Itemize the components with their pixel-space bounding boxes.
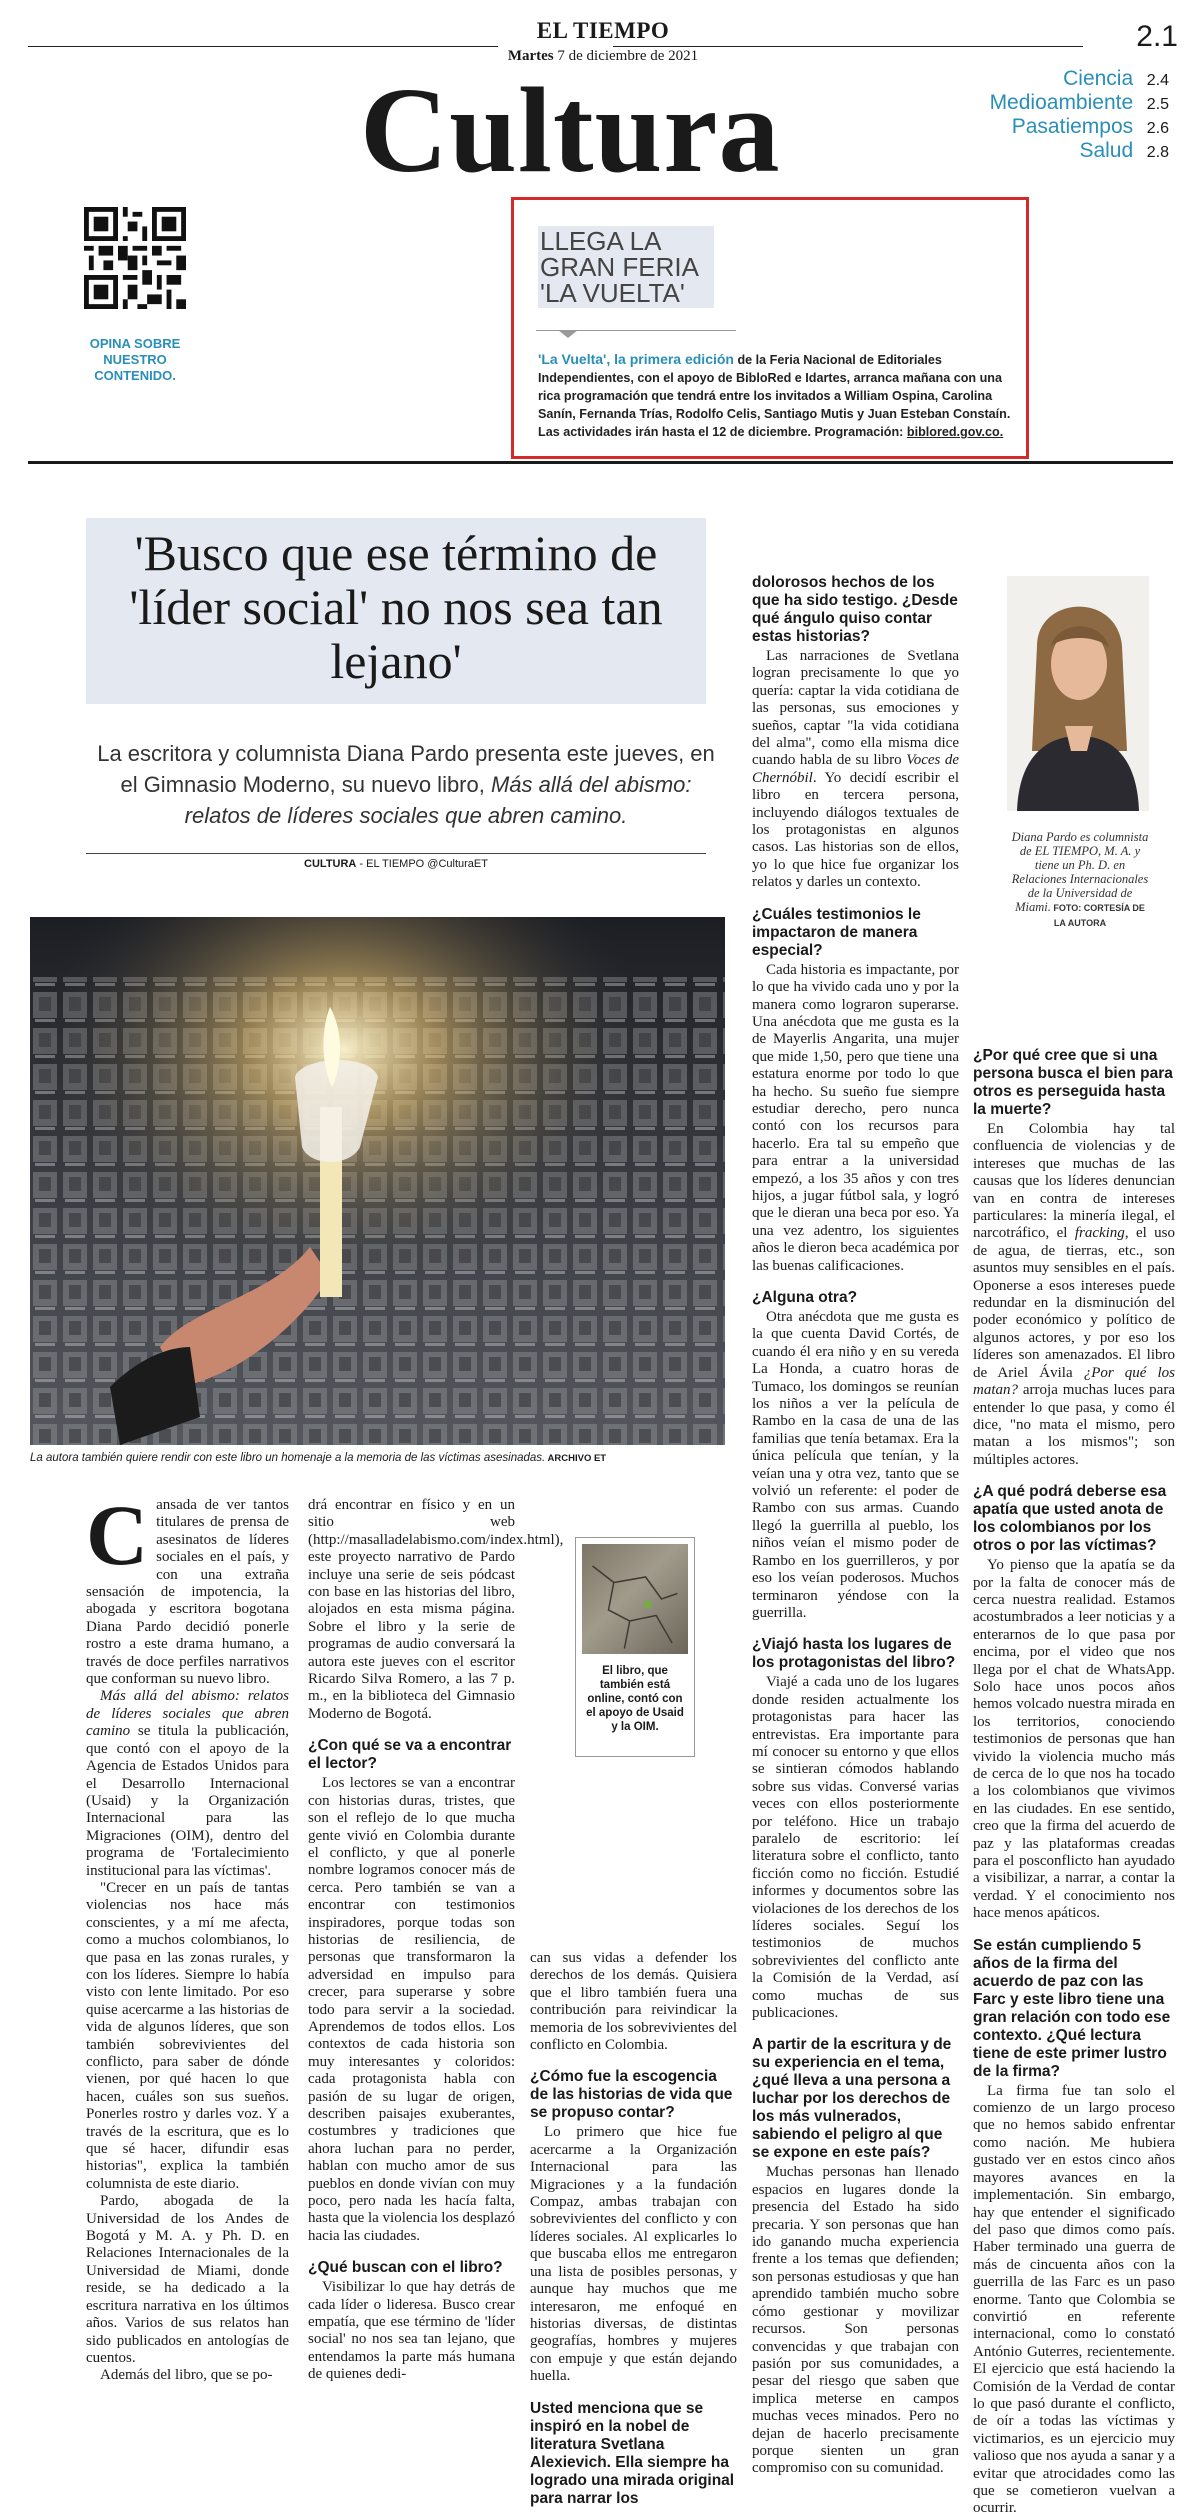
question-heading: Se están cumpliendo 5 años de la firma del acuerdo de paz con las Farc y este libro tiene una gran relación con todo ese contexto. ¿Qué lectura tiene de este primer lustro de la firma? — [973, 1936, 1171, 2080]
question-heading: Usted menciona que se inspiró en la nobel de literatura Svetlana Alexievich. Ella siempre ha logrado una mirada original para narrar los — [530, 2399, 735, 2507]
question-heading: ¿Cuáles testimonios le impactaron de manera especial? — [752, 905, 921, 959]
promo-box — [511, 197, 1029, 459]
drop-cap: C — [86, 1487, 149, 1583]
section-divider — [28, 461, 1173, 464]
qr-label: OPINA SOBRE NUESTRO CONTENIDO. — [89, 336, 181, 383]
masthead-rule-left — [28, 46, 498, 47]
article-byline: CULTURA - EL TIEMPO @CulturaET — [304, 858, 488, 870]
question-heading: ¿Con qué se va a encontrar el lector? — [308, 1737, 512, 1773]
candle-memorial-photo — [30, 917, 725, 1445]
masthead-rule-right — [613, 46, 1083, 47]
question-heading: ¿Por qué cree que si una persona busca el bien para otros es perseguida hasta la muerte? — [973, 1047, 1173, 1118]
article-column-5: ¿Por qué cree que si una persona busca el bien para otros es perseguida hasta la muerte? En Colombia hay tal confluencia de violencias y de intereses que muchas de las causas que los líderes denuncian van en contra de intereses particulares: la minería ilegal, el narcotráfico, el fracking, el uso de agua, de tierras, etc., son asuntos muy sensibles en el país. Oponerse a esos intereses puede redundar en la disminución del poder económico y político de algunos actores, y por eso los líderes son amenazados. El libro de Ariel Ávila ¿Por qué los matan? arroja muchas luces para entender lo que pasa, y como él dice, "no mata el mismo, pero matan a los mismos"; son múltiples actores. ¿A qué podrá deberse esa apatía que usted anota de los colombianos por los otros o por las víctimas? Yo pienso que la apatía se da por la falta de conocer más de cerca nuestra realidad. Estamos acostumbrados a leer noticias y a enterarnos de lo que pasa por encima, por el video que nos llega por el chat de WhatsApp. Solo hace unos pocos años hemos volcado nuestra mirada en los territorios, conociendo testimonios de personas que han vivido la violencia mucho más de cerca de lo que nos ha tocado a los colombianos que vivimos en las ciudades. En ese sentido, creo que la firma del acuerdo de paz y las plataformas creadas para el posconflicto han ayudado a visibilizar, a narrar, a contar la verdad. Y el conocimiento nos hace menos apáticos. Se están cumpliendo 5 años de la firma del acuerdo de paz con las Farc y este libro tiene una gran relación con todo ese contexto. ¿Qué lectura tiene de este primer lustro de la firma? La firma fue tan solo el comienzo de un largo proceso que no hemos sabido enfrentar como nación. Me hubiera gustado ver en estos cinco años mayores avances en la implementación. Sin embargo, hay que entender el significado del paso que dimos como país. Haber terminado una guerra de más de cincuenta años con la guerrilla de las Farc es un paso enorme. Tanto que Colombia se convirtió en referente internacional, como lo constató António Guterres, recientemente. El ejercicio que está haciendo la Comisión de la Verdad de contar lo que pasó durante el conflicto, de oír a todas las víctimas y victimarios, es un ejercicio muy valioso que nos ayuda a sanar y a evitar que atrocidades como las que se cometieron vuelvan a ocurrir. — [973, 1047, 1175, 2517]
newspaper-name: EL TIEMPO — [536, 18, 670, 43]
byline-rule — [86, 853, 706, 854]
question-heading: ¿Alguna otra? — [752, 1289, 858, 1306]
section-index — [990, 68, 1169, 164]
article-column-4: dolorosos hechos de los que ha sido testigo. ¿Desde qué ángulo quiso contar estas historias? Las narraciones de Svetlana logran precisamente lo que yo quería: captar la vida cotidiana de las personas, sus emociones y sueños, captar "la vida cotidiana del alma", como ella misma dice cuando habla de su libro Voces de Chernóbil. Yo decidí escribir el libro en tercera persona, incluyendo diálogos textuales de los protagonistas en algunos casos. Las historias son de ellos, yo lo que hice fue organizar los relatos y darles un contexto. ¿Cuáles testimonios le impactaron de manera especial? Cada historia es impactante, por lo que ha vivido cada uno y por la manera como lograron superarse. Una anécdota que me gusta es la de Mayerlis Angarita, una mujer que mide 1,50, pero que tiene una estatura enorme por todo lo que ha hecho. Su sueño fue siempre estudiar derecho, pero nunca contó con los recursos para hacerlo. Era tal su empeño que para entrar a la universidad empezó, a los 35 años y con tres hijos, a jugar fútbol sala, y logró que le dieran una beca por eso. Ya una vez adentro, los siguientes años le dieron beca académica por las buenas calificaciones. ¿Alguna otra? Otra anécdota que me gusta es la que cuenta David Cortés, de cuando él era niño y en su vereda La Honda, a cuatro horas de Tumaco, los domingos se reunían los niños a ver la película de Rambo en la casa de una de las familias que tenía betamax. Era la única película que tenían, y la veían una y otra vez, tanto que se volvió un referente: el poder de Rambo con sus armas. Cuando llegó la guerrilla al pueblo, los niños veían el mismo poder de Rambo en los guerrilleros, y por eso los veían poderosos. Muchos terminaron yéndose con la guerrilla. ¿Viajó hasta los lugares de los protagonistas del libro? Viajé a cada uno de los lugares donde residen actualmente los protagonistas para hacer las entrevistas. Era importante para mí conocer su entorno y que ellos se sintieran cómodos hablando sobre sus vidas. Conversé varias veces con ellos posteriormente por teléfono. Hice un trabajo paralelo de escritorio: leí literatura sobre el conflicto, tanto ficción como no ficción. Estudié informes y documentos sobre las violaciones de los derechos de los líderes sociales. Seguí los testimonios de muchos sobrevivientes del conflicto ante la Comisión de la Verdad, así como muchas de sus publicaciones. A partir de la escritura y de su experiencia en el tema, ¿qué lleva a una persona a luchar por los derechos de los más vulnerados, sabiendo el peligro al que se expone en este país? Muchas personas han llenado espacios en lugares donde la presencia del Estado ha sido precaria. Y son personas que han ido ganando mucha experiencia frente a los temas que defienden; son personas estudiosas y que han aprendido también mucho sobre cómo gestionar y movilizar recursos. Son personas convencidas y que trabajan con pasión por sus comunidades, a pesar del riesgo que saben que implica meterse en campos muchas veces minados. Pero no dejan de hacerlo precisamente porque sienten un gran compromiso con su comunidad. — [752, 574, 960, 2477]
author-portrait — [1007, 576, 1149, 811]
question-heading: ¿Viajó hasta los lugares de los protagonistas del libro? — [752, 1636, 956, 1672]
article-headline: 'Busco que ese término de 'líder social' no nos sea tan lejano' — [86, 518, 706, 704]
pointer-icon — [558, 330, 578, 338]
article-column-2: drá encontrar en físico y en un sitio web (http://masalladelabismo.com/index.html), este proyecto narrativo de Pardo incluye una serie de seis pódcast con base en las historias del libro, alojados en esta misma página. Sobre el libro y la serie de programas de audio conversará la autora este jueves con el escritor Ricardo Silva Romero, a las 7 p. m., en la biblioteca del Gimnasio Moderno de Bogotá. ¿Con qué se va a encontrar el lector? Los lectores se van a encontrar con historias duras, tristes, que son el reflejo de lo que mucha gente vivió en Colombia durante el conflicto, y que al ponerle nombre logramos conocer más de cerca. Pero también se van a encontrar con testimonios inspiradores, porque todas son historias de resiliencia, de personas que transformaron la adversidad en impulso para crecer, para superarse y sobre todo para servir a la sociedad. Aprendemos de todos ellos. Los contextos de cada historia son muy interesantes y coloridos: cada protagonista habla con pasión de su lugar de origen, describen paisajes exuberantes, costumbres y tradiciones que ahora luchan para no perder, hablan con mucho amor de sus pueblos en donde vivían con muy poco, pero nada les hacía falta, hasta que la violencia los desplazó hacia las ciudades. ¿Qué buscan con el libro? Visibilizar lo que hay detrás de cada líder o lideresa. Busco crear empatía, que ese término de 'líder social' no nos sea tan lejano, que entendamos la parte más humana de quienes dedi- — [308, 1497, 564, 2383]
section-title: Cultura — [360, 63, 781, 198]
book-cover-image — [582, 1544, 688, 1654]
portrait-caption: Diana Pardo es columnista de EL TIEMPO, M. A. y tiene un Ph. D. en Relaciones Internacionales de la Universidad de Miami. FOTO: CORTESÍA DE LA AUTORA — [1011, 830, 1149, 928]
article-dek: La escritora y columnista Diana Pardo presenta este jueves, en el Gimnasio Moderno, su nuevo libro, Más allá del abismo: relatos de líderes sociales que abren camino. — [97, 741, 715, 828]
photo-caption: La autora también quiere rendir con este libro un homenaje a la memoria de las víctimas asesinadas. ARCHIVO ET — [30, 1452, 607, 1464]
question-heading: ¿Cómo fue la escogencia de las historias de vida que se propuso contar? — [530, 2068, 733, 2122]
issue-date: Martes 7 de diciembre de 2021 — [507, 48, 699, 64]
promo-body: 'La Vuelta', la primera edición de la Feria Nacional de Editoriales Independientes, con el apoyo de BibloRed e Idartes, arranca mañana con una rica programación que tendrá entre los invitados a William Ospina, Carolina Sanín, Fernanda Trías, Rodolfo Celis, Santiago Mutis y Juan Esteban Constaín. Las actividades irán hasta el 12 de diciembre. Programación: biblored.gov.co. — [538, 351, 1011, 439]
promo-headline: LLEGA LA GRAN FERIA 'LA VUELTA' — [538, 226, 714, 308]
promo-link[interactable]: biblored.gov.co. — [906, 425, 1004, 439]
article-column-1: Cansada de ver tantos titulares de prensa de asesinatos de líderes sociales en el país, y con una extraña sensación de impotencia, la abogada y escritora bogotana Diana Pardo decidió ponerle rostro a este drama humano, a través de doce perfiles narrativos que conforman su nuevo libro. Más allá del abismo: relatos de líderes sociales que abren camino se titula la publicación, que contó con el apoyo de la Agencia de Estados Unidos para el Desarrollo Internacional (Usaid) y la Organización Internacional para las Migraciones (OIM), dentro del programa de 'Fortalecimiento institucional para las víctimas'. "Crecer en un país de tantas violencias nos hace más conscientes, y a mí me afecta, como a muchos colombianos, lo que pasa en las zonas rurales, y con los líderes. Siempre lo había visto con lente limitado. Por eso quise acercarme a las historias de vida de algunos líderes, que son también sobrevivientes del conflicto, para saber de dónde vienen, por qué hacen lo que hacen, cuáles son sus sueños. Ponerles rostro y darles voz. Y a través de la escritura, que es lo que sé hacer, difundir esas historias", explica la también columnista de este diario. Pardo, abogada de la Universidad de los Andes de Bogotá y M. A. y Ph. D. en Relaciones Internacionales de la Universidad de Miami, donde reside, se ha dedicado a la escritura narrativa en los últimos años. Varios de sus relatos han sido publicados en antologías de cuentos. Además del libro, que se po- — [86, 1487, 289, 2384]
book-caption: El libro, que también está online, contó con el apoyo de Usaid y la OIM. — [586, 1665, 684, 1733]
page-number: 2.1 — [1136, 20, 1178, 53]
question-heading: ¿A qué podrá deberse esa apatía que usted anota de los colombianos por los otros o por las víctimas? — [973, 1483, 1167, 1555]
question-heading: ¿Qué buscan con el libro? — [308, 2259, 503, 2277]
masthead — [28, 14, 1178, 70]
qr-code-icon[interactable] — [84, 207, 186, 309]
section-index-item: Pasatiempos 2.6 — [1011, 115, 1169, 138]
section-index-item: Medioambiente 2.5 — [989, 91, 1169, 114]
section-index-item: Ciencia 2.4 — [1063, 67, 1169, 90]
question-heading: dolorosos hechos de los que ha sido testigo. ¿Desde qué ángulo quiso contar estas historias? — [752, 574, 958, 645]
article-column-3: can sus vidas a defender los derechos de los demás. Quisiera que el libro también fuera una contribución para reivindicar la memoria de los sobrevivientes del conflicto en Colombia. ¿Cómo fue la escogencia de las historias de vida que se propuso contar? Lo primero que hice fue acercarme a la Organización Internacional para las Migraciones y a la fundación Compaz, ambas trabajan con sobrevivientes del conflicto y con líderes sociales. Al explicarles lo que buscaba ellos me entregaron una lista de posibles personas, y aunque hay muchos que me interesaron, me enfoqué en historias diversas, de distintas geografías, hombres y mujeres con empuje y que están dejando huella. Usted menciona que se inspiró en la nobel de literatura Svetlana Alexievich. Ella siempre ha logrado una mirada original para narrar los — [530, 1950, 737, 2507]
section-index-item: Salud 2.8 — [1079, 139, 1169, 162]
book-cover-box — [575, 1537, 695, 1757]
question-heading: A partir de la escritura y de su experiencia en el tema, ¿qué lleva a una persona a luchar por los derechos de los más vulnerados, sabiendo el peligro al que se expone en este país? — [752, 2036, 952, 2162]
